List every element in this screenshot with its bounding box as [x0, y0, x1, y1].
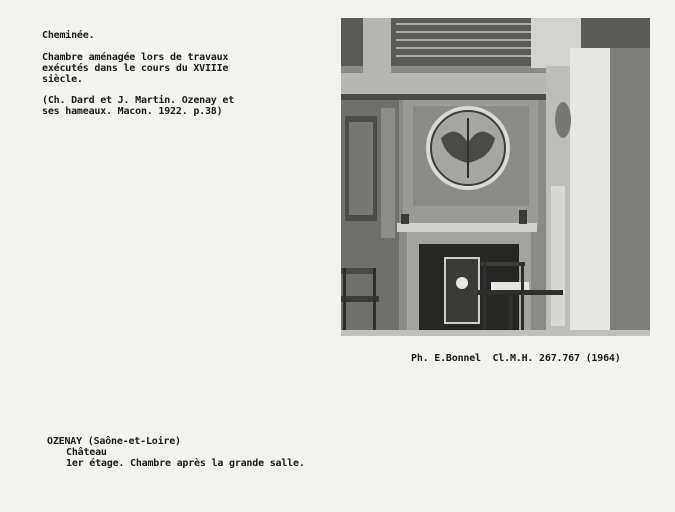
description-line-3: siècle. — [42, 74, 83, 85]
reference-line-1: (Ch. Dard et J. Martin. Ozenay et — [42, 95, 235, 106]
description-line-2: exécutés dans le cours du XVIIIe — [42, 63, 229, 74]
location-commune: OZENAY (Saône-et-Loire) — [47, 436, 181, 447]
card-heading: Cheminée. — [42, 30, 95, 41]
photo-credit: Ph. E.Bonnel Cl.M.H. 267.767 (1964) — [411, 353, 621, 364]
description-line-1: Chambre aménagée lors de travaux — [42, 52, 229, 63]
reference-line-2: ses hameaux. Macon. 1922. p.38) — [42, 106, 223, 117]
location-building: Château — [66, 447, 107, 458]
location-room: 1er étage. Chambre après la grande salle. — [66, 458, 305, 469]
fireplace-photograph — [341, 18, 650, 336]
